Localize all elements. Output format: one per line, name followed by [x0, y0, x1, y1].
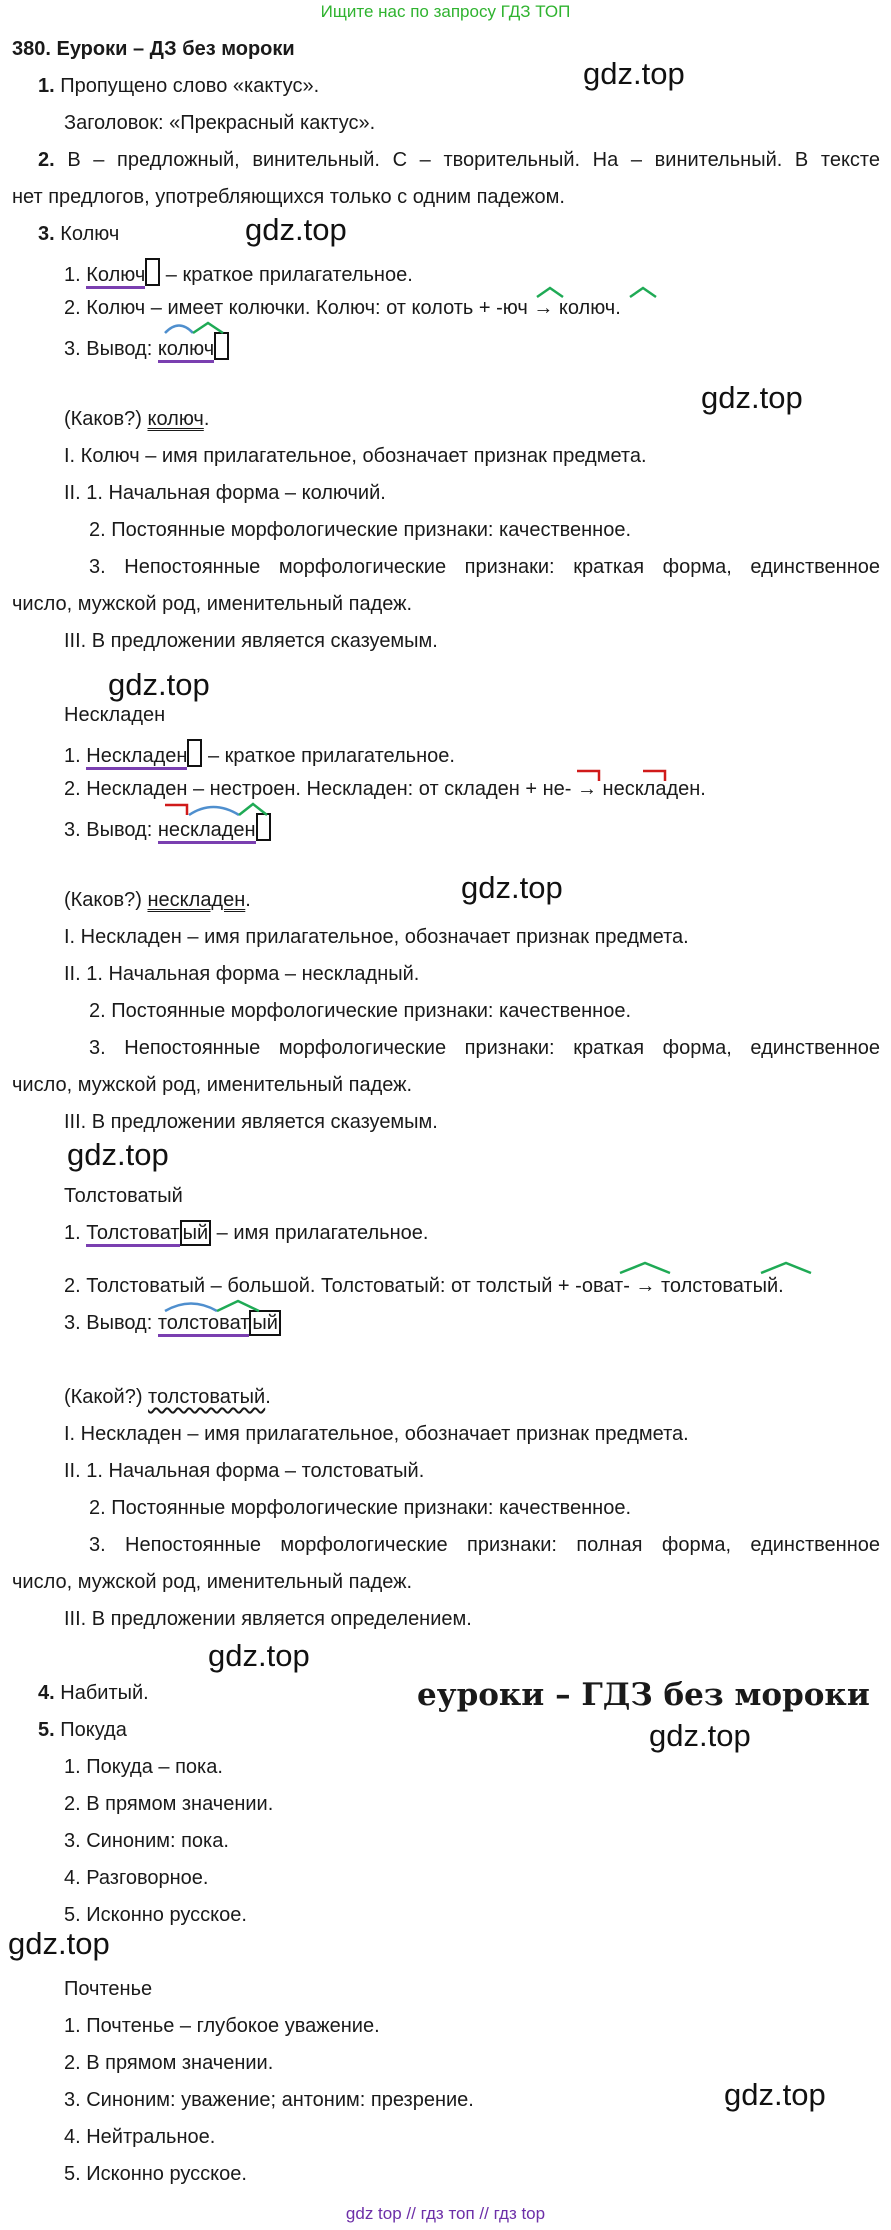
- word-3-heading: Толстоватый: [64, 1185, 183, 1207]
- word-2-parse-5: число, мужской род, именительный падеж.: [12, 1074, 413, 1096]
- list-item: 4. Нейтральное.: [64, 2126, 216, 2148]
- top-banner: Ищите нас по запросу ГДЗ ТОП: [320, 2, 571, 21]
- word-1-step-1: 1. Колюч – краткое прилагательное.: [64, 258, 413, 288]
- list-item: 2. В прямом значении.: [64, 2052, 274, 2074]
- list-item: 2. В прямом значении.: [64, 1793, 274, 1815]
- watermark: gdz.top: [8, 1926, 110, 1961]
- task-number: 3.: [38, 223, 55, 245]
- word-1-step-2: 2. Колюч – имеет колючки. Колюч: от колоть + -юч → колюч.: [64, 297, 621, 319]
- word-2-parse-3: 2. Постоянные морфологические признаки: качественное.: [89, 1000, 632, 1022]
- ending-box: ый: [249, 1310, 281, 1336]
- list-item: 5. Исконно русское.: [64, 2163, 247, 2185]
- watermark: gdz.top: [208, 1638, 310, 1673]
- word-3-step-2: 2. Толстоватый – большой. Толстоватый: от толстый + -оват- → толстоватый.: [64, 1275, 784, 1297]
- word-1-question: (Каков?) колюч.: [64, 408, 210, 430]
- task-5-word-2-heading: Почтенье: [64, 1978, 153, 2000]
- word-2-step-2: 2. Нескладен – нестроен. Нескладен: от складен + не- → нескладен.: [64, 778, 706, 800]
- watermark: gdz.top: [583, 56, 685, 91]
- word-3-step-3: 3. Вывод: толстоват ый: [64, 1310, 281, 1336]
- ending-box: ый: [180, 1220, 212, 1246]
- task-2-line-1: 2. В – предложный, винительный. С – творительный. На – винительный. В тексте: [38, 149, 880, 171]
- watermark: gdz.top: [461, 870, 563, 905]
- morpheme-marks: [163, 1298, 268, 1314]
- word-2-question: (Каков?) нескладен.: [64, 889, 251, 911]
- word-2-parse-2: II. 1. Начальная форма – нескладный.: [64, 963, 420, 985]
- footer-links[interactable]: gdz top // гдз топ // гдз top: [345, 2204, 546, 2223]
- watermark: gdz.top: [67, 1137, 169, 1172]
- task-number: 4.: [38, 1682, 55, 1704]
- word-3-parse-5: число, мужской род, именительный падеж.: [12, 1571, 413, 1593]
- word-3-parse-3: 2. Постоянные морфологические признаки: качественное.: [89, 1497, 632, 1519]
- prefix-mark: [641, 768, 669, 784]
- task-number: 5.: [38, 1719, 55, 1741]
- list-item: 5. Исконно русское.: [64, 1904, 247, 1926]
- word-3-parse-2: II. 1. Начальная форма – толстоватый.: [64, 1460, 425, 1482]
- exercise-title: 380. Еуроки – ДЗ без мороки: [12, 38, 295, 60]
- list-item: 3. Синоним: уважение; антоним: презрение.: [64, 2089, 474, 2111]
- word-1-parse-3: 2. Постоянные морфологические признаки: качественное.: [89, 519, 632, 541]
- task-2-line-2: нет предлогов, употребляющихся только с одним падежом.: [12, 186, 565, 208]
- word-3-parse-4: 3. Непостоянные морфологические признаки: полная форма, единственное: [89, 1534, 880, 1556]
- watermark: gdz.top: [108, 667, 210, 702]
- word-2-heading: Нескладен: [64, 704, 166, 726]
- word-3-question: (Какой?) толстоватый.: [64, 1386, 271, 1408]
- suffix-mark: [759, 1261, 813, 1275]
- word-1-parse-5: число, мужской род, именительный падеж.: [12, 593, 413, 615]
- task-1-line-1: 1. Пропущено слово «кактус».: [38, 75, 320, 97]
- watermark: gdz.top: [701, 380, 803, 415]
- word-3-parse-6: III. В предложении является определением.: [64, 1608, 472, 1630]
- suffix-mark: [618, 1261, 672, 1275]
- task-number: 2.: [38, 149, 55, 171]
- word-2-parse-4: 3. Непостоянные морфологические признаки: краткая форма, единственное: [89, 1037, 880, 1059]
- morpheme-marks: [163, 801, 278, 819]
- zero-ending-box: [187, 739, 202, 767]
- word-3-step-1: 1. Толстоват ый – имя прилагательное.: [64, 1220, 428, 1246]
- morpheme-marks: [163, 320, 233, 336]
- zero-ending-box: [145, 258, 160, 286]
- task-number: 1.: [38, 75, 55, 97]
- list-item: 3. Синоним: пока.: [64, 1830, 229, 1852]
- word-2-parse-1: I. Нескладен – имя прилагательное, обозначает признак предмета.: [64, 926, 689, 948]
- watermark: gdz.top: [649, 1718, 751, 1753]
- task-4: 4. Набитый.: [38, 1682, 149, 1704]
- word-3-parse-1: I. Нескладен – имя прилагательное, обозначает признак предмета.: [64, 1423, 689, 1445]
- list-item: 4. Разговорное.: [64, 1867, 209, 1889]
- watermark: gdz.top: [245, 212, 347, 247]
- suffix-mark: [535, 285, 565, 299]
- prefix-mark: [575, 768, 603, 784]
- task-1-line-2: Заголовок: «Прекрасный кактус».: [64, 112, 376, 134]
- word-1-step-3: 3. Вывод: колюч: [64, 332, 229, 362]
- word-1-parse-6: III. В предложении является сказуемым.: [64, 630, 438, 652]
- zero-ending-box: [214, 332, 229, 360]
- list-item: 1. Почтенье – глубокое уважение.: [64, 2015, 380, 2037]
- suffix-mark: [628, 285, 658, 299]
- word-2-step-3: 3. Вывод: нескладен: [64, 813, 271, 843]
- word-2-parse-6: III. В предложении является сказуемым.: [64, 1111, 438, 1133]
- word-1-parse-1: I. Колюч – имя прилагательное, обозначает признак предмета.: [64, 445, 647, 467]
- list-item: 1. Покуда – пока.: [64, 1756, 223, 1778]
- watermark: gdz.top: [724, 2077, 826, 2112]
- task-3-heading: 3. Колюч: [38, 223, 120, 245]
- word-1-parse-4: 3. Непостоянные морфологические признаки: краткая форма, единственное: [89, 556, 880, 578]
- word-1-parse-2: II. 1. Начальная форма – колючий.: [64, 482, 386, 504]
- word-2-step-1: 1. Нескладен – краткое прилагательное.: [64, 739, 455, 769]
- task-5-heading: 5. Покуда: [38, 1719, 127, 1741]
- watermark-euroki: еуроки – ГДЗ без мороки: [417, 1677, 870, 1713]
